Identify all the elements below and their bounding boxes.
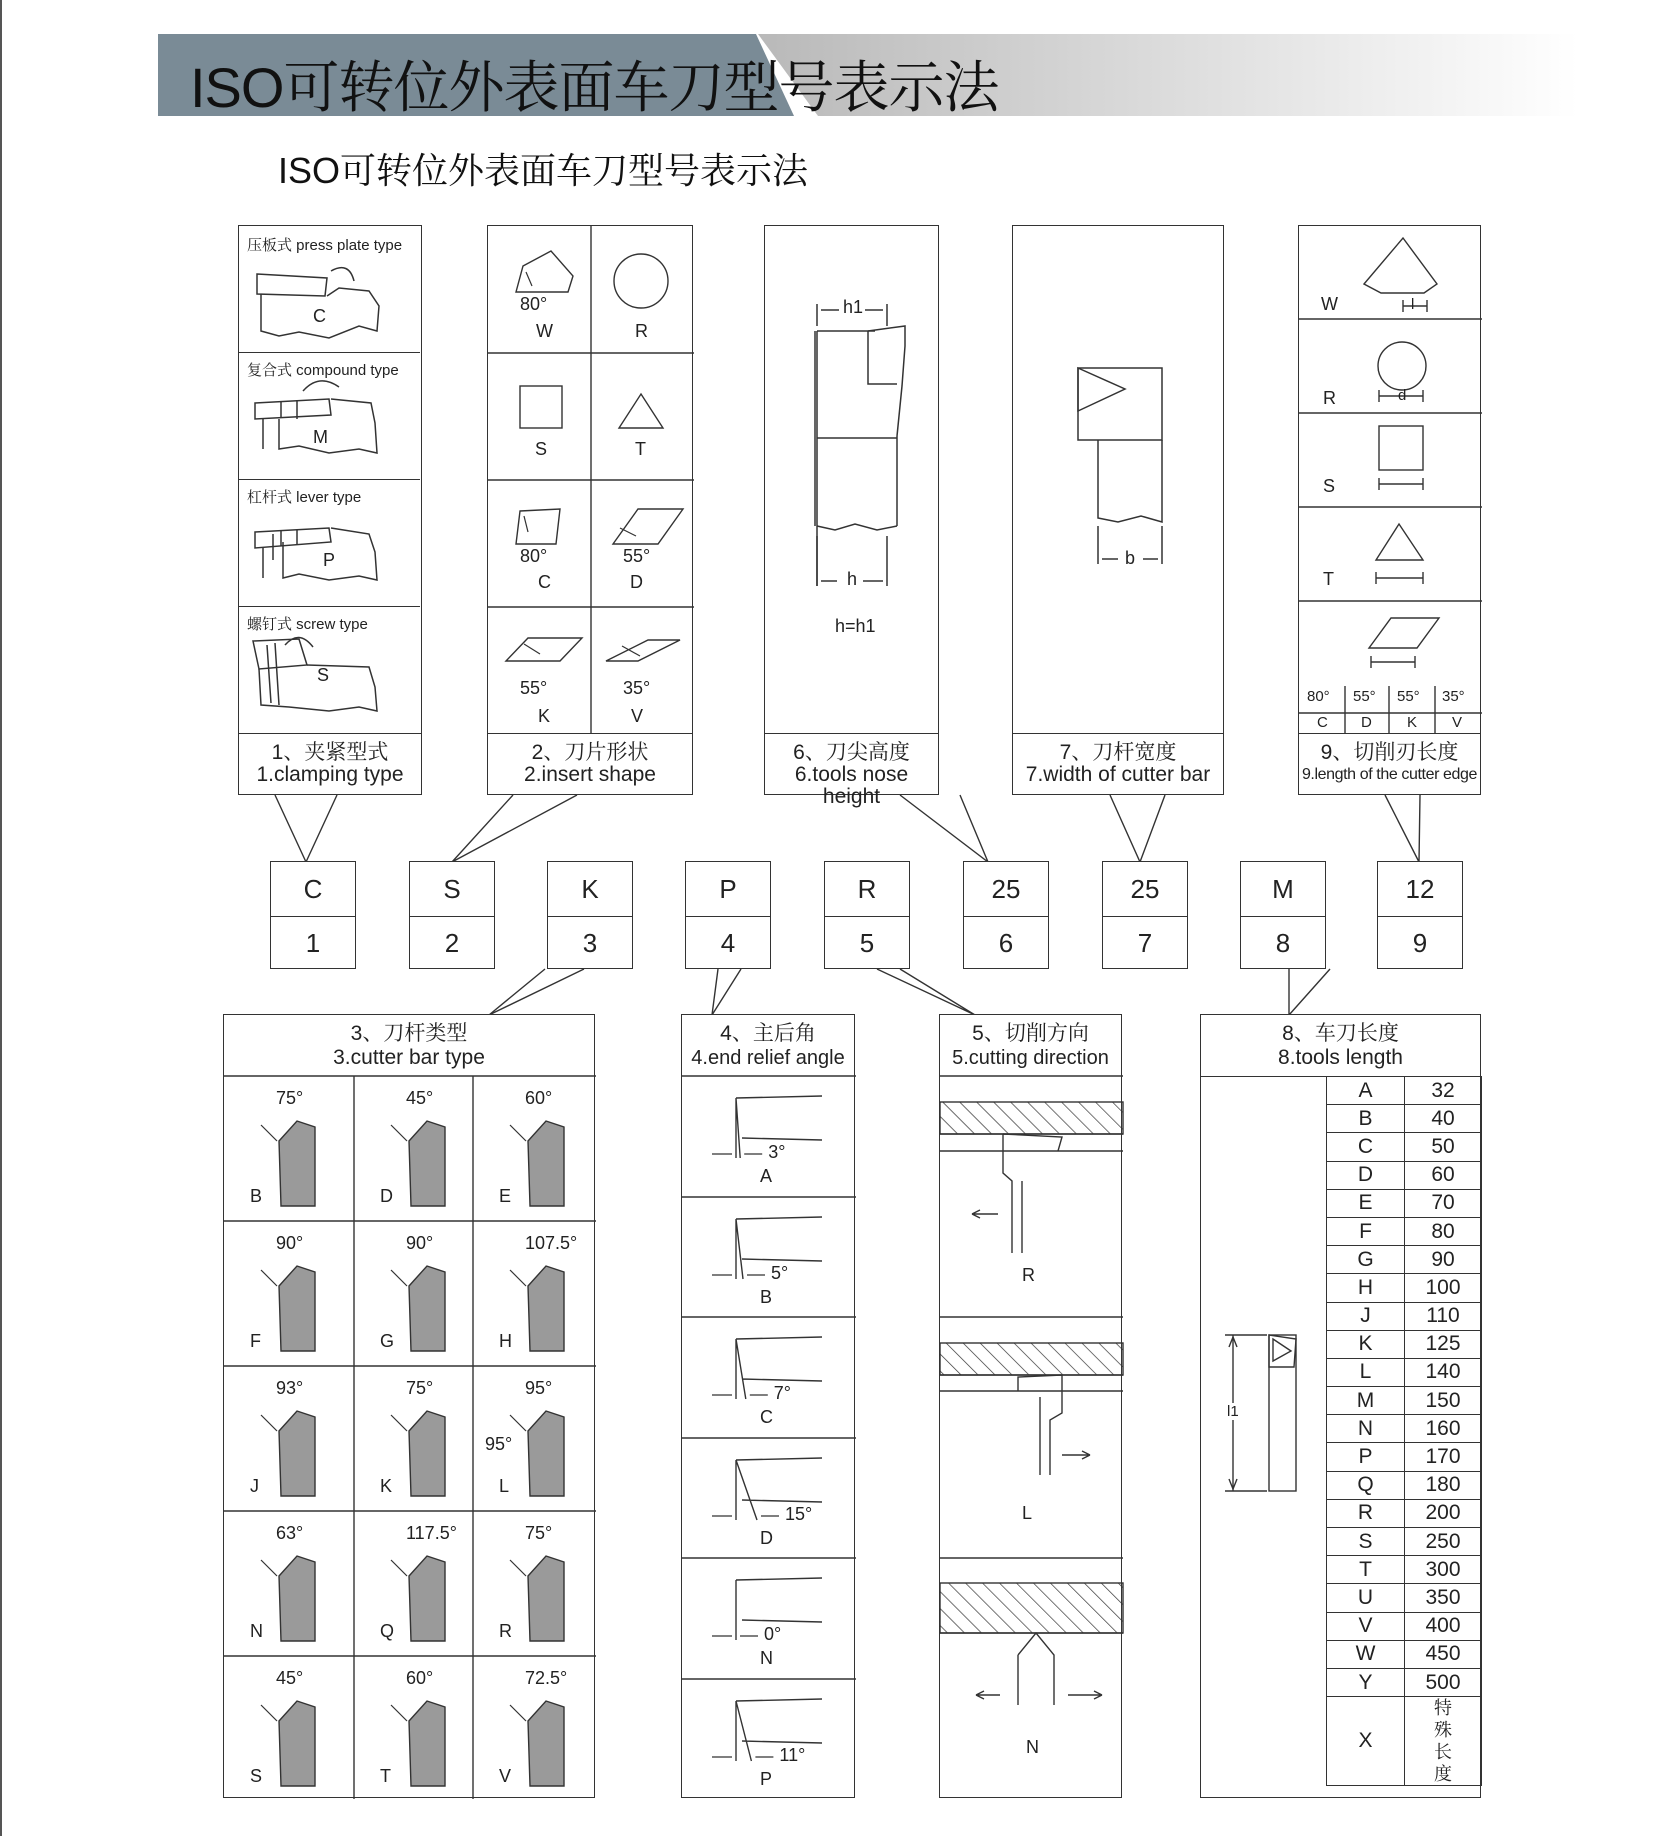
length-code: X xyxy=(1327,1697,1405,1786)
length-value: 40 xyxy=(1405,1105,1482,1133)
caption-en: 6.tools nose height xyxy=(794,763,909,808)
angle-marker xyxy=(510,1705,526,1721)
direction-code: N xyxy=(1026,1737,1039,1757)
caption-en: 9.length of the cutter edge xyxy=(1301,766,1478,783)
code-index: 8 xyxy=(1275,928,1291,958)
table-row xyxy=(1327,1612,1482,1640)
cutter-bar-code: G xyxy=(380,1331,395,1351)
cutter-bar-angle: 75° xyxy=(406,1378,434,1398)
caption-cn: 4、主后角 xyxy=(720,1022,816,1045)
cutter-bar-angle: 60° xyxy=(406,1668,434,1688)
length-value: 170 xyxy=(1405,1443,1482,1471)
caption-cn: 9、切削刃长度 xyxy=(1320,741,1459,764)
code-box xyxy=(824,861,910,969)
cutter-bar-shape xyxy=(279,1556,315,1641)
insert-code: T xyxy=(635,439,646,459)
code-index: 1 xyxy=(305,928,321,958)
length-code: A xyxy=(1327,1077,1405,1105)
caption-en: 8.tools length xyxy=(1278,1046,1403,1069)
edge-angle: 80° xyxy=(1307,688,1330,705)
insert-angle: 55° xyxy=(520,678,548,698)
cutter-bar-shape xyxy=(279,1266,315,1351)
table-row xyxy=(1327,1189,1482,1217)
length-code: L xyxy=(1327,1358,1405,1386)
angle-marker xyxy=(391,1125,407,1141)
cutter-bar-shape xyxy=(528,1701,564,1786)
cutter-bar-shape xyxy=(528,1121,564,1206)
length-value: 100 xyxy=(1405,1274,1482,1302)
angle-marker xyxy=(391,1415,407,1431)
edge-angle: 55° xyxy=(1397,688,1420,705)
code-letter: K xyxy=(581,874,599,904)
code-index: 9 xyxy=(1412,928,1428,958)
angle-marker xyxy=(510,1125,526,1141)
cutter-bar-shape xyxy=(409,1121,445,1206)
edge-row-code: W xyxy=(1321,294,1338,314)
lever-drawing xyxy=(239,480,420,607)
caption-cn: 1、夹紧型式 xyxy=(271,741,389,764)
edge-code: K xyxy=(1407,714,1418,731)
length-code: E xyxy=(1327,1189,1405,1217)
length-value: 450 xyxy=(1405,1640,1482,1668)
code-box xyxy=(270,861,356,969)
table-row xyxy=(1327,1528,1482,1556)
clamping-item xyxy=(239,480,420,607)
cutter-bar-shape xyxy=(279,1701,315,1786)
table-row xyxy=(1327,1387,1482,1415)
angle-marker xyxy=(391,1560,407,1576)
insert-angle: 55° xyxy=(623,546,651,566)
banner-title: ISO可转位外表面车刀型号表示法 xyxy=(190,56,999,119)
table-row xyxy=(1327,1471,1482,1499)
cutter-bar-shape xyxy=(409,1411,445,1496)
cutter-bar-angle: 117.5° xyxy=(406,1523,457,1543)
insert-code: C xyxy=(538,572,551,592)
insert-code: S xyxy=(535,439,548,459)
cutter-bar-angle: 107.5° xyxy=(525,1233,578,1253)
clamping-item-label: 杠杆式 lever type xyxy=(247,489,362,506)
edge-code: D xyxy=(1361,714,1372,731)
table-row xyxy=(1327,1274,1482,1302)
cutter-bar-angle: 45° xyxy=(276,1668,304,1688)
table-row xyxy=(1327,1077,1482,1105)
cutter-bar-angle: 95° xyxy=(485,1434,513,1454)
length-code: Q xyxy=(1327,1471,1405,1499)
length-value: 70 xyxy=(1405,1189,1482,1217)
cutter-bar-angle: 93° xyxy=(276,1378,304,1398)
caption-cn: 5、切削方向 xyxy=(972,1022,1089,1045)
table-row xyxy=(1327,1133,1482,1161)
b-label: b xyxy=(1125,548,1136,568)
nose-height-panel xyxy=(764,225,939,795)
length-value: 500 xyxy=(1405,1668,1482,1696)
bar-width-panel xyxy=(1012,225,1224,795)
edge-length-caption xyxy=(1298,733,1481,795)
caption-cn: 8、车刀长度 xyxy=(1282,1022,1399,1045)
length-value: 60 xyxy=(1405,1161,1482,1189)
insert-code: R xyxy=(635,321,648,341)
code-letter: 25 xyxy=(991,874,1021,904)
code-box xyxy=(1377,861,1463,969)
code-box xyxy=(685,861,771,969)
length-value: 80 xyxy=(1405,1217,1482,1245)
cutter-bar-panel xyxy=(223,1014,595,1798)
angle-marker xyxy=(510,1415,526,1431)
angle-marker xyxy=(510,1560,526,1576)
length-value: 400 xyxy=(1405,1612,1482,1640)
relief-code: C xyxy=(760,1407,773,1427)
bar-width-drawing xyxy=(1013,226,1225,734)
clamping-item xyxy=(239,226,420,353)
direction-code: L xyxy=(1022,1503,1033,1523)
length-code: W xyxy=(1327,1640,1405,1668)
table-row xyxy=(1327,1302,1482,1330)
insert-angle: 80° xyxy=(520,546,548,566)
cutter-bar-angle: 75° xyxy=(525,1523,553,1543)
table-row xyxy=(1327,1499,1482,1527)
cutter-bar-code: V xyxy=(499,1766,512,1786)
insert-code: K xyxy=(538,706,551,726)
edge-row-code: R xyxy=(1323,388,1336,408)
clamping-item-label: 复合式 compound type xyxy=(247,362,399,379)
table-row xyxy=(1327,1668,1482,1696)
length-value: 特殊长度 xyxy=(1405,1697,1482,1786)
cutter-bar-shape xyxy=(409,1701,445,1786)
insert-angle: 35° xyxy=(623,678,651,698)
cutting-direction-drawing xyxy=(940,1015,1123,1799)
press-plate-drawing xyxy=(239,226,420,353)
cutter-bar-shape xyxy=(409,1556,445,1641)
code-index: 4 xyxy=(720,928,736,958)
relief-code: N xyxy=(760,1648,773,1668)
cutter-bar-shape xyxy=(528,1556,564,1641)
table-row xyxy=(1327,1697,1482,1786)
cutter-bar-angle: 45° xyxy=(406,1088,434,1108)
table-row xyxy=(1327,1217,1482,1245)
length-code: K xyxy=(1327,1330,1405,1358)
caption-en: 4.end relief angle xyxy=(691,1047,845,1069)
table-row xyxy=(1327,1330,1482,1358)
length-value: 200 xyxy=(1405,1499,1482,1527)
length-code: R xyxy=(1327,1499,1405,1527)
caption-cn: 2、刀片形状 xyxy=(531,741,649,764)
height-formula: h=h1 xyxy=(835,616,876,636)
angle-marker xyxy=(261,1560,277,1576)
h-label: h xyxy=(847,569,858,589)
caption-en: 5.cutting direction xyxy=(952,1047,1109,1069)
angle-marker xyxy=(391,1705,407,1721)
insert-shape-panel xyxy=(487,225,693,795)
clamping-type-panel xyxy=(238,225,422,795)
relief-angle-panel xyxy=(681,1014,855,1798)
table-row xyxy=(1327,1640,1482,1668)
length-code: C xyxy=(1327,1133,1405,1161)
insert-code: D xyxy=(630,572,643,592)
cutter-bar-code: K xyxy=(380,1476,393,1496)
length-code: V xyxy=(1327,1612,1405,1640)
cutter-bar-code: E xyxy=(499,1186,512,1206)
angle-marker xyxy=(510,1270,526,1286)
code-index: 2 xyxy=(444,928,460,958)
table-row xyxy=(1327,1358,1482,1386)
caption-en: 7.width of cutter bar xyxy=(1025,763,1211,786)
cutting-direction-panel xyxy=(939,1014,1122,1798)
caption-cn: 7、刀杆宽度 xyxy=(1059,741,1177,764)
edge-angle: 35° xyxy=(1442,688,1465,705)
clamping-item-label: 螺钉式 screw type xyxy=(247,616,368,633)
cutter-bar-code: T xyxy=(380,1766,391,1786)
bar-width-caption xyxy=(1012,733,1224,795)
cutter-bar-code: Q xyxy=(380,1621,395,1641)
compound-drawing xyxy=(239,353,420,480)
cutter-bar-code: D xyxy=(380,1186,393,1206)
code-box xyxy=(1240,861,1326,969)
table-row xyxy=(1327,1246,1482,1274)
relief-code: B xyxy=(760,1287,773,1307)
cutter-bar-shape xyxy=(409,1266,445,1351)
length-value: 140 xyxy=(1405,1358,1482,1386)
length-code: G xyxy=(1327,1246,1405,1274)
code-index: 7 xyxy=(1137,928,1153,958)
cutter-bar-angle: 90° xyxy=(406,1233,434,1253)
caption-cn: 6、刀尖高度 xyxy=(793,741,910,764)
length-code: Y xyxy=(1327,1668,1405,1696)
relief-code: D xyxy=(760,1528,773,1548)
page-edge xyxy=(0,0,2,1836)
code-box xyxy=(1102,861,1188,969)
length-value: 300 xyxy=(1405,1556,1482,1584)
insert-angle: 80° xyxy=(520,294,548,314)
code-letter: P xyxy=(719,874,737,904)
relief-angle: 15° xyxy=(785,1504,813,1524)
cutter-bar-shape xyxy=(528,1411,564,1496)
clamping-code: S xyxy=(317,665,330,685)
l1-label: l1 xyxy=(1227,1403,1239,1420)
caption-en: 2.insert shape xyxy=(524,763,656,786)
cutter-bar-code: J xyxy=(250,1476,259,1496)
length-code: U xyxy=(1327,1584,1405,1612)
code-index: 6 xyxy=(998,928,1014,958)
length-code: T xyxy=(1327,1556,1405,1584)
table-row xyxy=(1327,1584,1482,1612)
code-box xyxy=(409,861,495,969)
clamping-caption xyxy=(238,733,422,795)
table-row xyxy=(1327,1443,1482,1471)
h1-label: h1 xyxy=(843,297,864,317)
length-value: 32 xyxy=(1405,1077,1482,1105)
length-value: 125 xyxy=(1405,1330,1482,1358)
length-value: 160 xyxy=(1405,1415,1482,1443)
relief-code: A xyxy=(760,1166,773,1186)
length-value: 90 xyxy=(1405,1246,1482,1274)
cutter-bar-angle: 75° xyxy=(276,1088,304,1108)
angle-marker xyxy=(391,1270,407,1286)
insert-code: V xyxy=(631,706,644,726)
cutter-bar-code: R xyxy=(499,1621,512,1641)
edge-code: V xyxy=(1452,714,1463,731)
cutter-bar-code: S xyxy=(250,1766,263,1786)
length-code: S xyxy=(1327,1528,1405,1556)
relief-code: P xyxy=(760,1769,773,1789)
code-letter: M xyxy=(1272,874,1294,904)
cutter-bar-angle: 90° xyxy=(276,1233,304,1253)
length-value: 50 xyxy=(1405,1133,1482,1161)
cutter-bar-code: F xyxy=(250,1331,261,1351)
clamping-code: M xyxy=(313,427,328,447)
cutter-bar-angle: 95° xyxy=(525,1378,553,1398)
length-code: F xyxy=(1327,1217,1405,1245)
length-value: 110 xyxy=(1405,1302,1482,1330)
length-value: 180 xyxy=(1405,1471,1482,1499)
code-letter: 25 xyxy=(1130,874,1160,904)
cutter-bar-angle: 72.5° xyxy=(525,1668,568,1688)
relief-angle: 11° xyxy=(779,1745,806,1765)
clamping-code: P xyxy=(323,550,336,570)
length-code: B xyxy=(1327,1105,1405,1133)
length-code: J xyxy=(1327,1302,1405,1330)
nose-height-caption xyxy=(764,733,939,808)
caption-en: 3.cutter bar type xyxy=(333,1046,485,1069)
cutter-bar-angle: 60° xyxy=(525,1088,553,1108)
table-row xyxy=(1327,1415,1482,1443)
edge-angle: 55° xyxy=(1353,688,1376,705)
length-value: 350 xyxy=(1405,1584,1482,1612)
code-index: 3 xyxy=(582,928,598,958)
angle-marker xyxy=(261,1125,277,1141)
code-index: 5 xyxy=(859,928,875,958)
edge-row-code: T xyxy=(1323,569,1334,589)
angle-marker xyxy=(261,1270,277,1286)
edge-length-panel xyxy=(1298,225,1481,795)
length-value: 150 xyxy=(1405,1387,1482,1415)
code-letter: 12 xyxy=(1405,874,1435,904)
cutter-bar-shape xyxy=(528,1266,564,1351)
length-code: P xyxy=(1327,1443,1405,1471)
table-row xyxy=(1327,1161,1482,1189)
length-code: D xyxy=(1327,1161,1405,1189)
insert-shape-grid xyxy=(488,226,694,734)
cutter-bar-angle: 63° xyxy=(276,1523,304,1543)
code-box xyxy=(963,861,1049,969)
caption-cn: 3、刀杆类型 xyxy=(350,1022,468,1045)
direction-code: R xyxy=(1022,1265,1035,1285)
cutter-bar-code: B xyxy=(250,1186,263,1206)
cutter-bar-code: L xyxy=(499,1476,510,1496)
code-box xyxy=(547,861,633,969)
code-letter: C xyxy=(303,874,323,904)
angle-marker xyxy=(261,1705,277,1721)
cutter-bar-code: N xyxy=(250,1621,263,1641)
clamping-item xyxy=(239,353,420,480)
relief-angle: 7° xyxy=(773,1383,792,1403)
clamping-item-label: 压板式 press plate type xyxy=(247,237,403,254)
d-label: d xyxy=(1398,387,1407,404)
tool-length-table xyxy=(1326,1076,1482,1786)
cutter-bar-code: H xyxy=(499,1331,512,1351)
insert-code: W xyxy=(536,321,553,341)
angle-marker xyxy=(261,1415,277,1431)
edge-code: C xyxy=(1317,714,1328,731)
relief-angle: 5° xyxy=(771,1263,789,1283)
edge-row-code: S xyxy=(1323,476,1336,496)
relief-angle: 3° xyxy=(768,1142,786,1162)
length-value: 250 xyxy=(1405,1528,1482,1556)
code-letter: S xyxy=(443,874,461,904)
length-code: H xyxy=(1327,1274,1405,1302)
length-code: N xyxy=(1327,1415,1405,1443)
page-title: ISO可转位外表面车刀型号表示法 xyxy=(278,150,809,191)
cutter-bar-shape xyxy=(279,1411,315,1496)
l-label: l xyxy=(1411,296,1415,313)
insert-caption xyxy=(487,733,693,795)
table-row xyxy=(1327,1105,1482,1133)
cutter-bar-shape xyxy=(279,1121,315,1206)
caption-en: 1.clamping type xyxy=(256,763,404,786)
length-code: M xyxy=(1327,1387,1405,1415)
table-row xyxy=(1327,1556,1482,1584)
clamping-code: C xyxy=(313,306,326,326)
code-letter: R xyxy=(857,874,877,904)
relief-angle: 0° xyxy=(764,1624,782,1644)
